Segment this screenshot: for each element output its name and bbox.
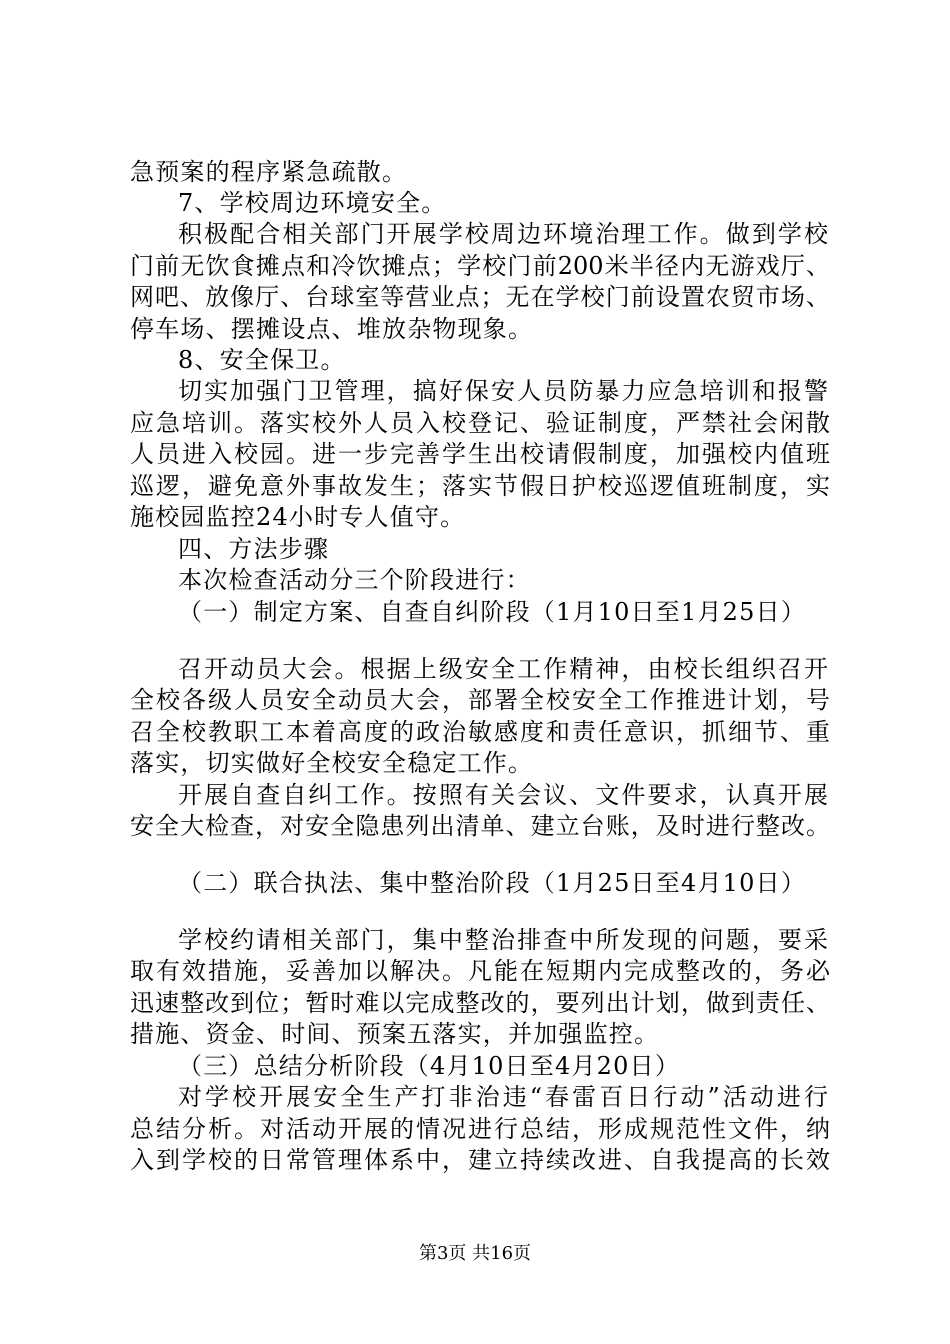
body-line: 施校园监控24小时专人值守。 [130, 503, 466, 531]
body-line: 对学校开展安全生产打非治违“春雷百日行动”活动进行 [178, 1083, 828, 1111]
body-line: 入到学校的日常管理体系中，建立持续改进、自我提高的长效 [130, 1146, 830, 1174]
body-line: 巡逻，避免意外事故发生；落实节假日护校巡逻值班制度，实 [130, 472, 830, 500]
phase-heading: （二）联合执法、集中整治阶段（1月25日至4月10日） [178, 869, 807, 897]
body-line: 应急培训。落实校外人员入校登记、验证制度，严禁社会闲散 [130, 409, 830, 437]
body-line: 总结分析。对活动开展的情况进行总结，形成规范性文件，纳 [130, 1115, 830, 1143]
body-line: 落实，切实做好全校安全稳定工作。 [130, 749, 534, 777]
body-line: 急预案的程序紧急疏散。 [130, 158, 408, 186]
section-heading: 四、方法步骤 [178, 535, 330, 563]
body-line: 开展自查自纠工作。按照有关会议、文件要求，认真开展 [178, 781, 828, 809]
body-line: 召全校教职工本着高度的政治敏感度和责任意识，抓细节、重 [130, 718, 830, 746]
body-line: 全校各级人员安全动员大会，部署全校安全工作推进计划，号 [130, 686, 830, 714]
body-line: 切实加强门卫管理，搞好保安人员防暴力应急培训和报警 [178, 377, 828, 405]
body-line: 召开动员大会。根据上级安全工作精神，由校长组织召开 [178, 655, 828, 683]
phase-heading: （三）总结分析阶段（4月10日至4月20日） [178, 1052, 681, 1080]
body-line: 门前无饮食摊点和冷饮摊点；学校门前200米半径内无游戏厅、 [130, 252, 830, 280]
body-line: 迅速整改到位；暂时难以完成整改的，要列出计划，做到责任、 [130, 989, 830, 1017]
page-number: 第3页 共16页 [418, 1243, 532, 1264]
body-line: 停车场、摆摊设点、堆放杂物现象。 [130, 315, 534, 343]
phase-heading: （一）制定方案、自查自纠阶段（1月10日至1月25日） [178, 598, 807, 626]
body-line: 措施、资金、时间、预案五落实，并加强监控。 [130, 1020, 660, 1048]
section-heading: 7、学校周边环境安全。 [178, 189, 447, 217]
body-line: 积极配合相关部门开展学校周边环境治理工作。做到学校 [178, 220, 828, 248]
body-line: 网吧、放像厅、台球室等营业点；无在学校门前设置农贸市场、 [130, 283, 830, 311]
body-line: 取有效措施，妥善加以解决。凡能在短期内完成整改的，务必 [130, 957, 830, 985]
body-line: 安全大检查，对安全隐患列出清单、建立台账，及时进行整改。 [130, 812, 830, 840]
section-heading: 8、安全保卫。 [178, 346, 346, 374]
body-line: 本次检查活动分三个阶段进行： [178, 566, 531, 594]
body-line: 学校约请相关部门，集中整治排查中所发现的问题，要采 [178, 926, 828, 954]
body-line: 人员进入校园。进一步完善学生出校请假制度，加强校内值班 [130, 440, 830, 468]
